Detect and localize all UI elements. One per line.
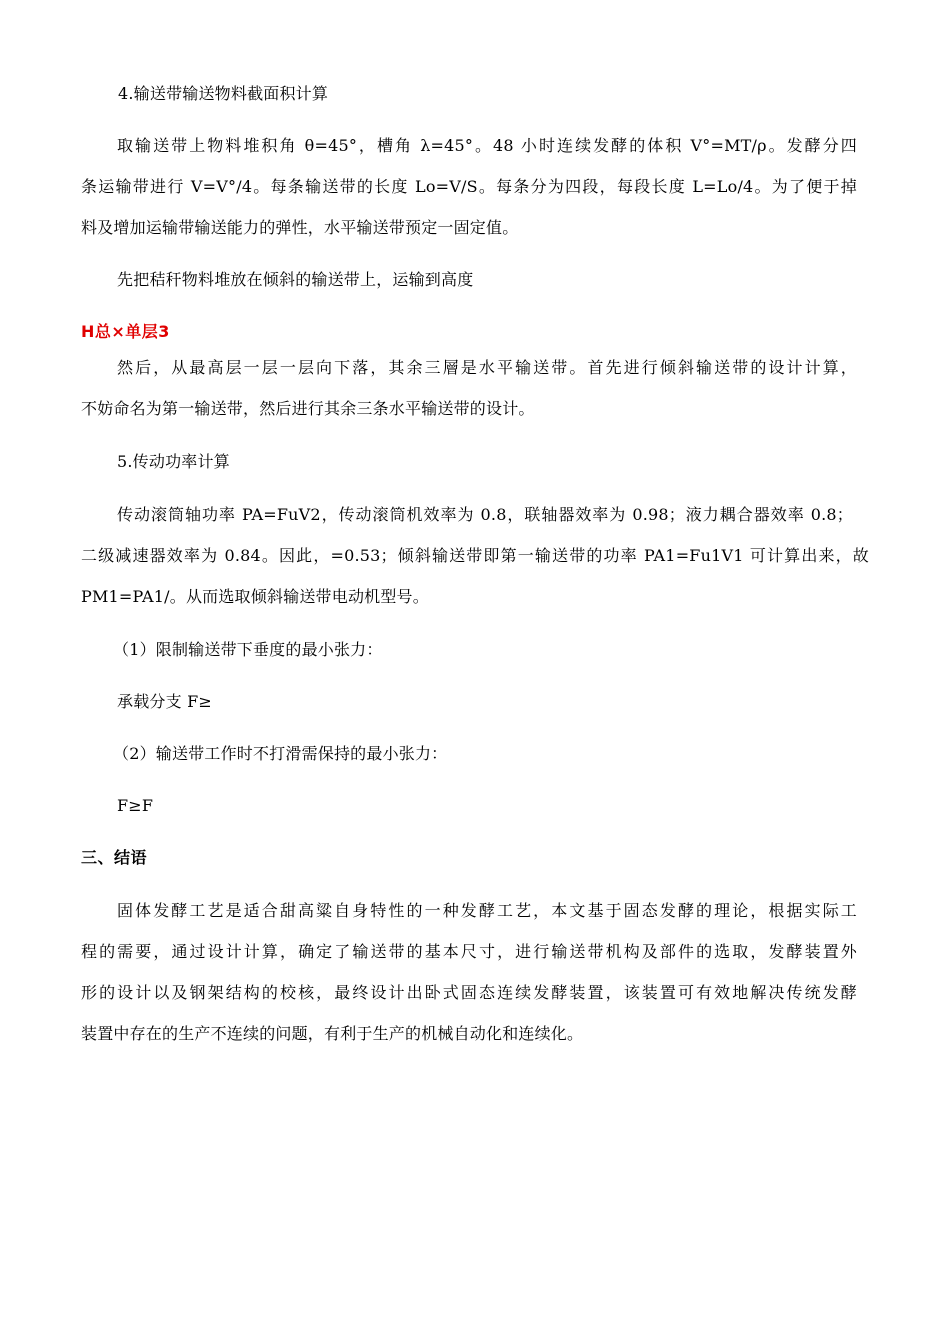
section-4-para1-line1: 取输送带上物料堆积角 θ=45°，槽角 λ=45°。48 小时连续发酵的体积 V°=MT/ρ。发酵分四 bbox=[117, 136, 857, 155]
item-2-min-tension-no-slip: （2）输送带工作时不打滑需保持的最小张力： bbox=[113, 744, 448, 763]
section-4-para1-line2: 条运输带进行 V=V°/4。每条输送带的长度 Lo=V/S。每条分为四段，每段长度 L=Lo/4。为了便于掉 bbox=[81, 177, 857, 196]
section-5-para1-line2: 二级减速器效率为 0.84。因此，=0.53；倾斜输送带即第一输送带的功率 PA1=Fu1V1 可计算出来，故 bbox=[81, 546, 869, 565]
section-4-para1-line3: 料及增加运输带输送能力的弹性，水平输送带预定一固定值。 bbox=[81, 218, 519, 237]
red-formula-heading: H总×单层3 bbox=[81, 322, 170, 341]
formula-1-load-branch: 承载分支 F≥ bbox=[117, 692, 212, 711]
section-5-heading: 5.传动功率计算 bbox=[117, 452, 230, 471]
conclusion-line3: 形的设计以及钢架结构的校核，最终设计出卧式固态连续发酵装置，该装置可有效地解决传统发酵 bbox=[81, 983, 857, 1002]
item-1-min-tension-sag: （1）限制输送带下垂度的最小张力： bbox=[113, 640, 383, 659]
section-4-para3-line2: 不妨命名为第一输送带，然后进行其余三条水平输送带的设计。 bbox=[81, 399, 535, 418]
formula-2: F≥F bbox=[117, 796, 154, 815]
section-4-para3-line1: 然后，从最高层一层一层向下落，其余三層是水平输送带。首先进行倾斜输送带的设计计算， bbox=[117, 358, 857, 377]
conclusion-line1: 固体发酵工艺是适合甜高粱自身特性的一种发酵工艺，本文基于固态发酵的理论，根据实际工 bbox=[117, 901, 857, 920]
section-5-para1-line3: PM1=PA1/。从而选取倾斜输送带电动机型号。 bbox=[81, 587, 429, 606]
section-5-para1-line1: 传动滚筒轴功率 PA=FuV2，传动滚筒机效率为 0.8，联轴器效率为 0.98；液力耦合器效率 0.8； bbox=[117, 505, 853, 524]
conclusion-heading: 三、结语 bbox=[81, 848, 148, 867]
section-4-para2: 先把秸秆物料堆放在倾斜的输送带上，运输到高度 bbox=[117, 270, 474, 289]
conclusion-line2: 程的需要，通过设计计算，确定了输送带的基本尺寸，进行输送带机构及部件的选取，发酵装置外 bbox=[81, 942, 857, 961]
section-4-heading: 4.输送带输送物料截面积计算 bbox=[118, 84, 329, 103]
conclusion-line4: 装置中存在的生产不连续的问题，有利于生产的机械自动化和连续化。 bbox=[81, 1024, 584, 1043]
